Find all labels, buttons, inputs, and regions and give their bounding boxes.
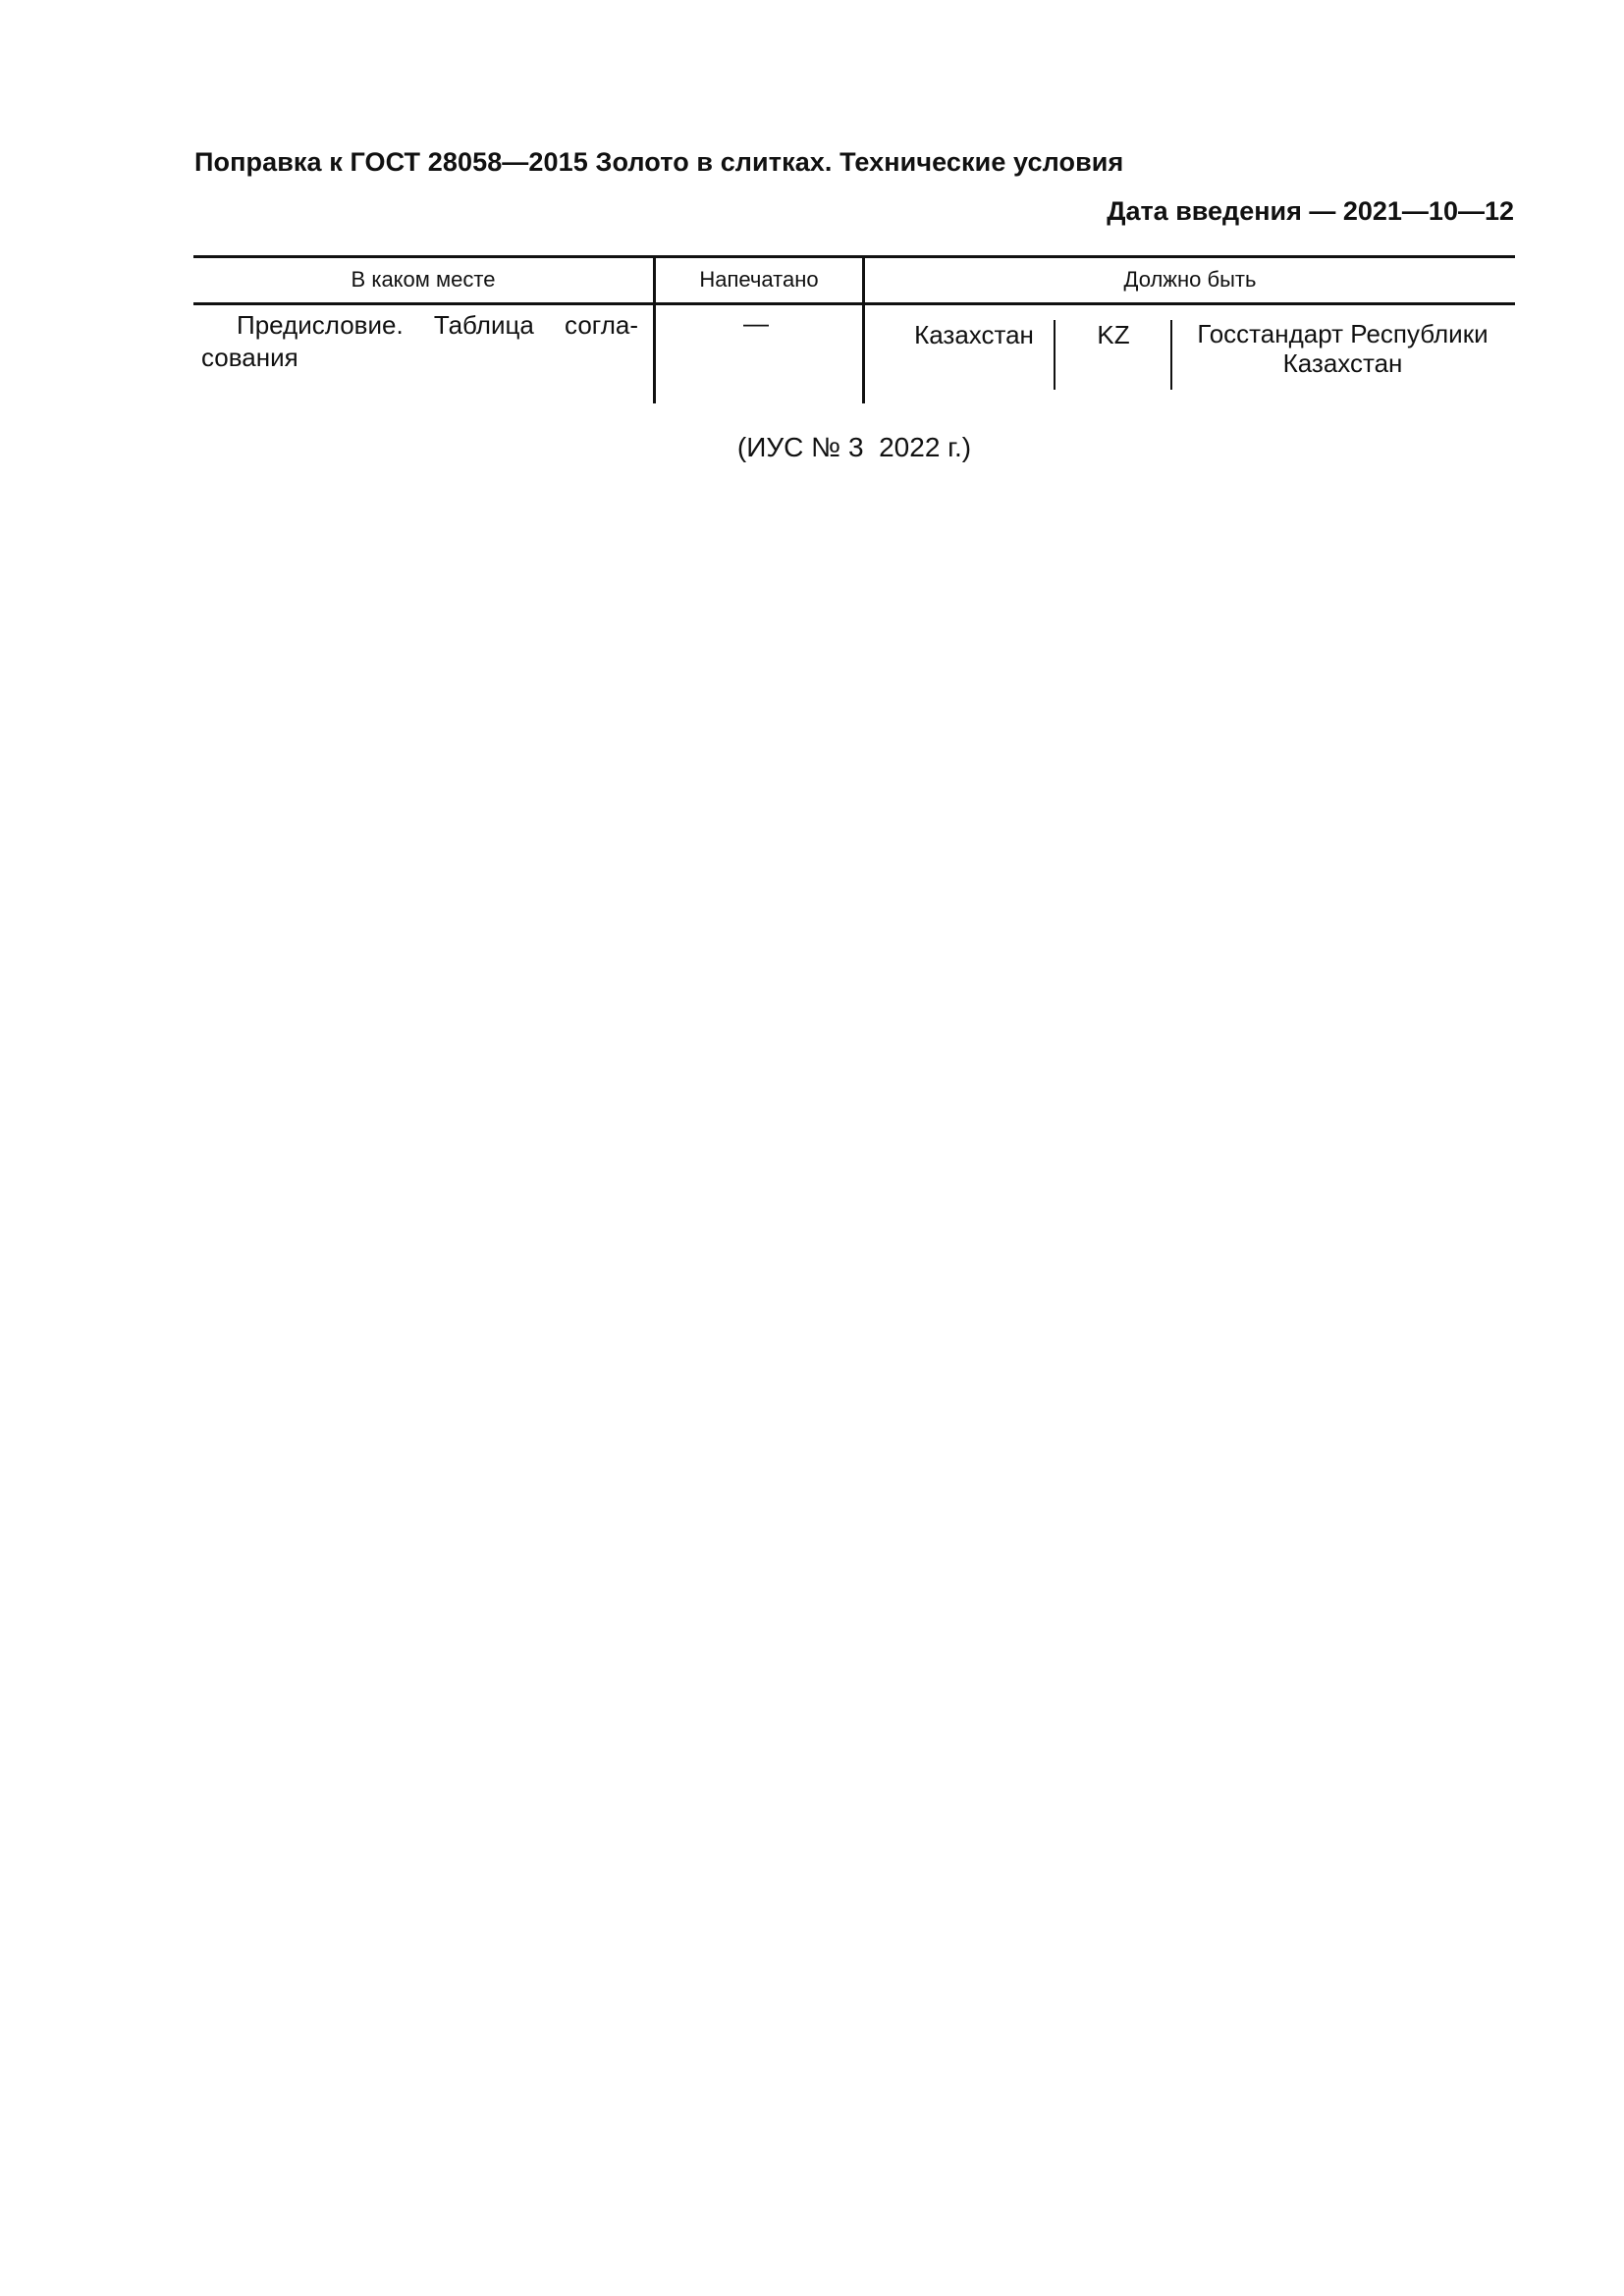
cell-country-code: KZ [1097, 320, 1130, 349]
cell-country: Казахстан [914, 320, 1034, 349]
table-top-rule [193, 255, 1515, 258]
cell-standards-body: Госстандарт Республики Казахстан [1197, 319, 1489, 378]
cell-printed: — [743, 308, 769, 338]
cell-place: Предисловие. Таблица согла-сования [201, 310, 638, 372]
column-header-should-be: Должно быть [1123, 267, 1257, 292]
table-header-rule [193, 302, 1515, 305]
ius-reference: (ИУС № 3 2022 г.) [736, 432, 972, 462]
amendment-table [193, 255, 1515, 403]
column-header-place: В каком месте [351, 267, 496, 292]
page-title: Поправка к ГОСТ 28058—2015 Золото в слитках. Технические условия [194, 147, 1124, 177]
column-header-printed: Напечатано [699, 267, 819, 292]
introduction-date: Дата введения — 2021—10—12 [1107, 196, 1514, 226]
